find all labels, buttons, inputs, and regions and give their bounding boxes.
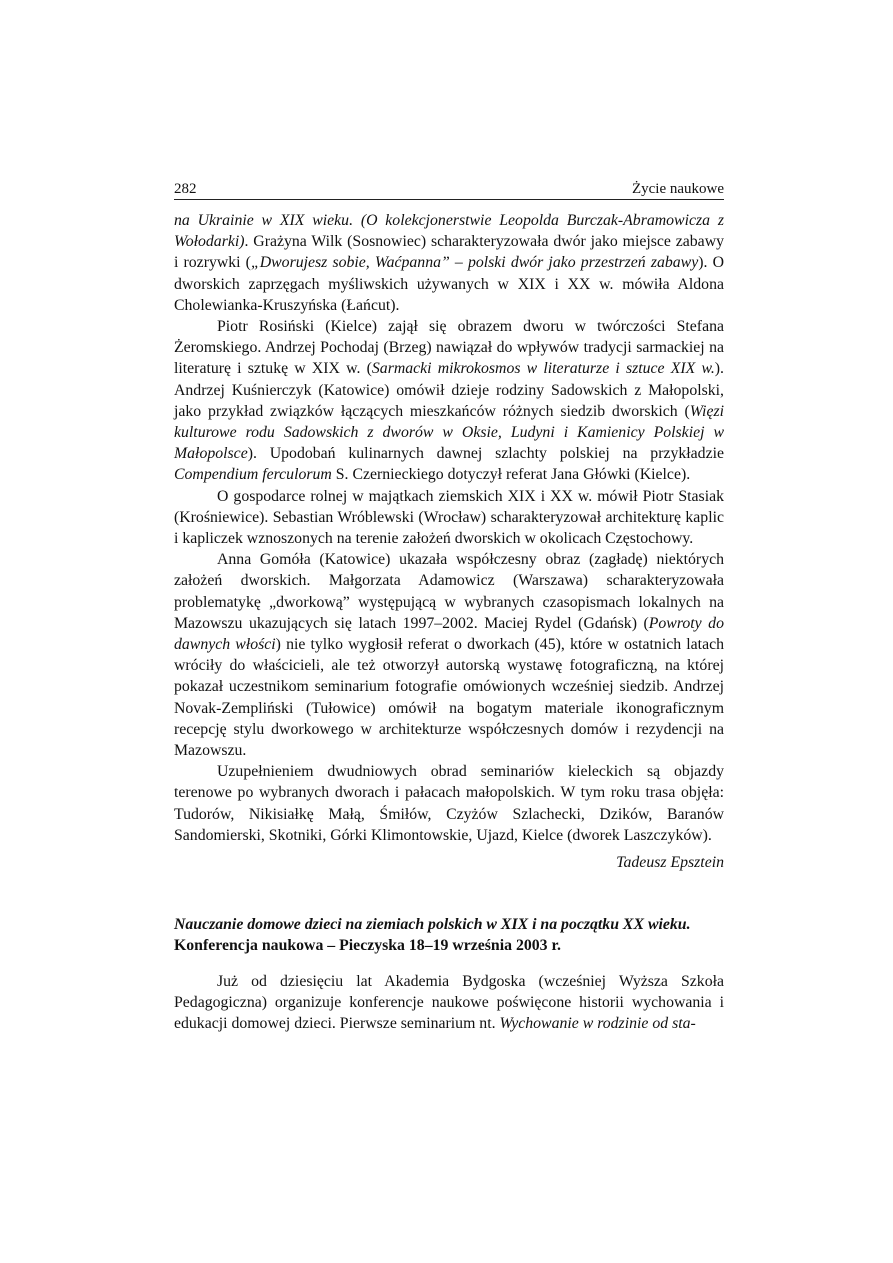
italic-text: Compendium ferculorum: [174, 466, 332, 484]
text-run: Już od dziesięciu lat Akademia Bydgoska (wcześniej Wyższa Szkoła Pedagogiczna) organizuje konferencje naukowe poświęcone historii wychowania i edukacji domowej dzieci. Pierwsze seminarium nt.: [174, 973, 724, 1033]
paragraph: [174, 316, 724, 486]
italic-text: Sarmacki mikrokosmos w literaturze i sztuce XIX w.: [371, 360, 715, 378]
paragraph: [174, 761, 724, 846]
running-header: [174, 180, 724, 198]
text-run: Anna Gomóła (Katowice) ukazała współczesny obraz (zagładę) niektórych założeń dworskich. Małgorzata Adamowicz (Warszawa) scharakteryzowała problematykę „dworkową” występującą w wybranych czasopismach lokalnych na Mazowszu ukazujących się latach 1997–2002. Maciej Rydel (Gdańsk) (: [174, 551, 724, 632]
text-run: ). Andrzej Kuśnierczyk (Katowice) omówił dzieje rodziny Sadowskich z Małopolski, jako przykład związków łączących mieszkańców różnych siedzib dworskich (: [174, 360, 724, 420]
section-heading: [174, 914, 724, 956]
text-run: ). Upodobań kulinarnych dawnej szlachty polskiej na przykładzie: [247, 445, 724, 463]
text-run: Piotr Rosiński (Kielce) zajął się obrazem dworu w twórczości Stefana Żeromskiego. Andrzej Pochodaj (Brzeg) nawiązał do wpływów tradycji sarmackiej na literaturę i sztukę w XIX w. (: [174, 318, 724, 378]
page-number: 282: [174, 181, 197, 197]
text-run: O gospodarce rolnej w majątkach ziemskich XIX i XX w. mówił Piotr Stasiak (Krośniewice). Sebastian Wróblewski (Wrocław) scharakteryzował architekturę kaplic i kapliczek wznoszonych na terenie założeń dworskich w okolicach Częstochowy.: [174, 487, 724, 548]
text-run: ) nie tylko wygłosił referat o dworkach (45), które w ostatnich latach wróciły do właścicieli, ale też otworzył autorską wystawę fotograficzną, na której pokazał uczestnikom seminarium fotografie omówionych wcześniej siedzib. Andrzej Novak-Zempliński (Tułowice) omówił na bogatym materiale ikonograficznym recepcję stylu dworkowego w architekturze współczesnych domów i rezydencji na Mazowszu.: [174, 636, 724, 760]
section-subtitle: Konferencja naukowa – Pieczyska 18–19 września 2003 r.: [174, 937, 562, 954]
text-run: ). O dworskich zaprzęgach myśliwskich używanych w XIX i XX w. mówiła Aldona Cholewianka-Kruszyńska (Łańcut).: [174, 254, 724, 314]
italic-text: na Ukrainie w XIX wieku. (O kolekcjonerstwie Leopolda Burczak-Abramowicza z Wołodarki): [174, 212, 724, 251]
text-run: Uzupełnieniem dwudniowych obrad seminariów kieleckich są objazdy terenowe po wybranych dworach i pałacach małopolskich. W tym roku trasa objęła: Tudorów, Nikisiałkę Małą, Śmiłów, Czyżów Szlachecki, Dzików, Baranów Sandomierski, Skotniki, Górki Klimontowskie, Ujazd, Kielce (dworek Laszczyków).: [174, 763, 724, 844]
running-title: Życie naukowe: [631, 181, 724, 197]
section-title: Nauczanie domowe dzieci na ziemiach polskich w XIX i na początku XX wieku.: [174, 916, 691, 933]
text-run: . Grażyna Wilk (Sosnowiec) scharakteryzowała dwór jako miejsce zabawy i rozrywki (: [174, 233, 724, 272]
paragraph: [174, 971, 724, 1035]
italic-text: „Dworujesz sobie, Waćpanna” – polski dwór jako przestrzeń zabawy: [250, 254, 699, 272]
author-signature: Tadeusz Epsztein: [616, 854, 724, 871]
header-rule: [174, 199, 724, 200]
paragraph: [174, 486, 724, 550]
text-run: S. Czernieckiego dotyczył referat Jana Główki (Kielce).: [331, 466, 691, 484]
paragraph: [174, 549, 724, 761]
paragraph: [174, 210, 724, 316]
section-body: [174, 971, 724, 1035]
italic-text: Więzi kulturowe rodu Sadowskich z dworów w Oksie, Ludyni i Kamienicy Polskiej w Małopolsce: [174, 402, 724, 463]
italic-text: Powroty do dawnych włości: [174, 614, 724, 654]
italic-text: Wychowanie w rodzinie od sta-: [499, 1015, 696, 1033]
report-body: [174, 210, 724, 846]
